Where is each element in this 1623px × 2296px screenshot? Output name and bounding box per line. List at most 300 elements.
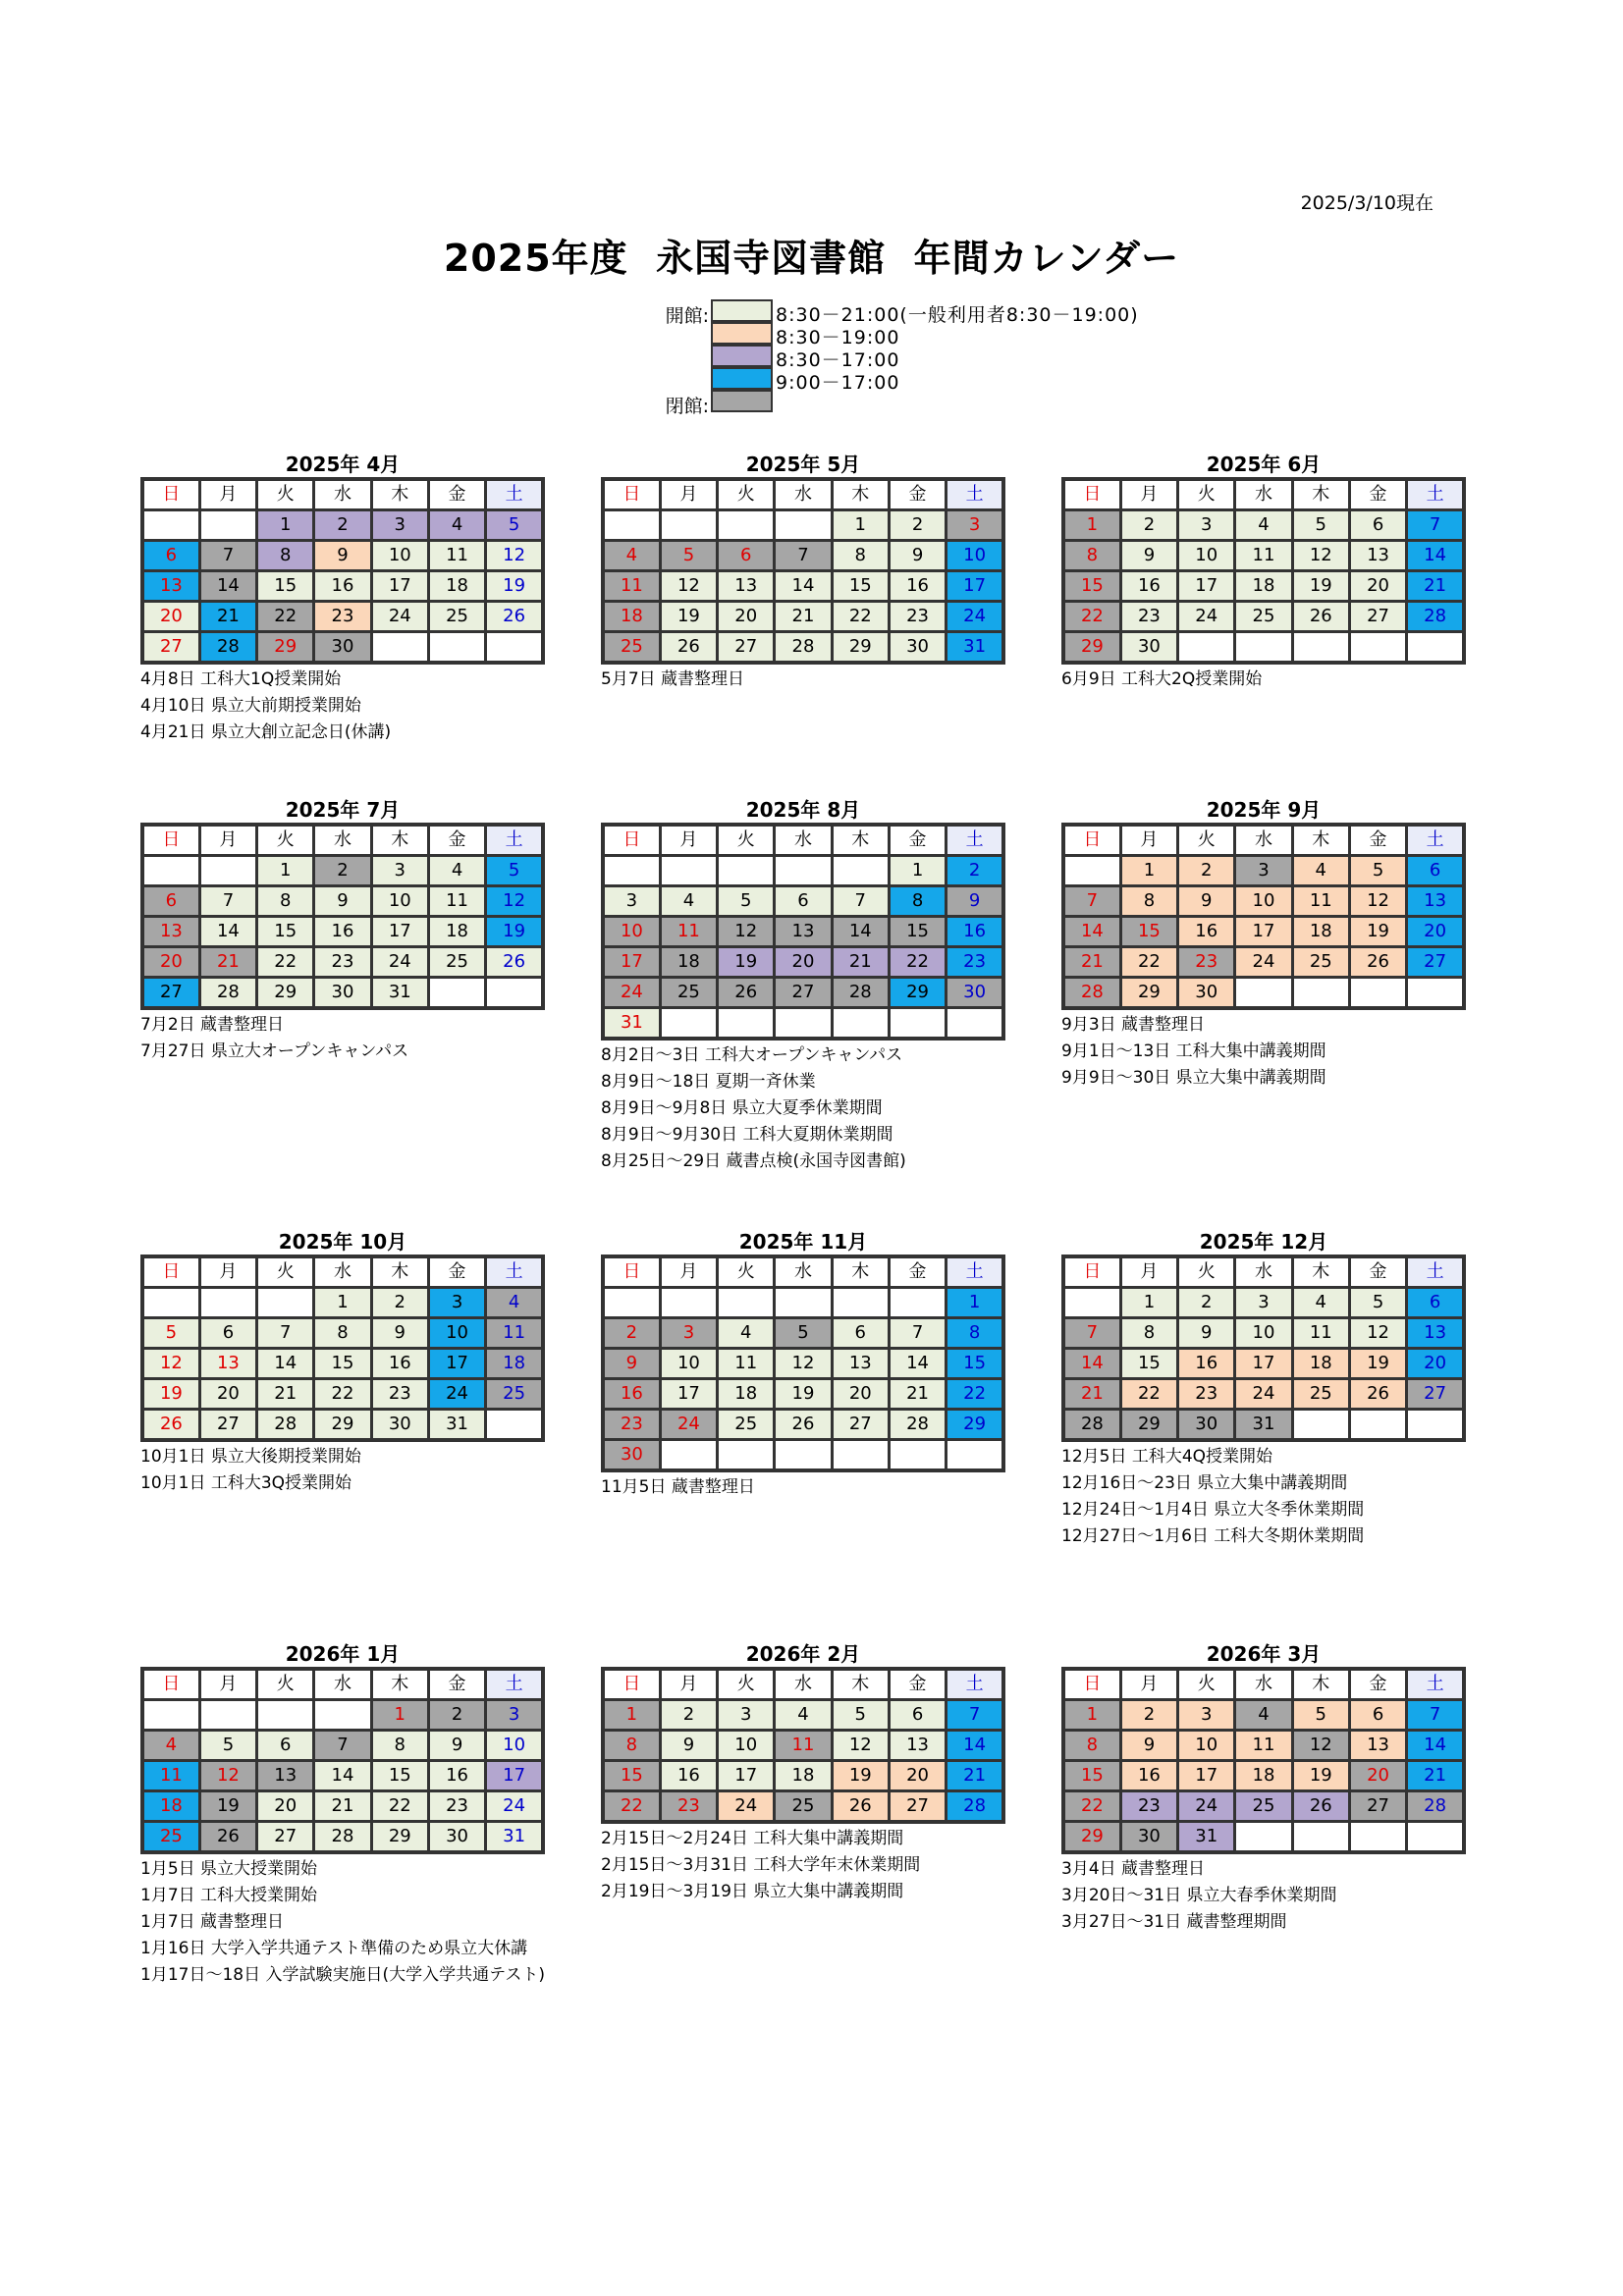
day-cell: 8 — [1120, 1318, 1177, 1349]
day-cell: 29 — [1120, 978, 1177, 1009]
day-cell: 8 — [603, 1731, 660, 1761]
day-cell: 27 — [718, 632, 775, 664]
event-note: 8月25日～29日 蔵書点検(永国寺図書館) — [601, 1151, 906, 1171]
day-cell: 1 — [314, 1288, 371, 1318]
day-cell: 16 — [889, 571, 946, 602]
day-cell: 6 — [1407, 1288, 1464, 1318]
month-calendar — [140, 1229, 545, 1497]
empty-cell — [199, 510, 256, 541]
day-cell: 12 — [1292, 541, 1349, 571]
event-note: 12月24日～1月4日 県立大冬季休業期間 — [1061, 1500, 1365, 1520]
day-cell: 4 — [142, 1731, 199, 1761]
day-cell: 20 — [718, 602, 775, 632]
day-cell: 26 — [142, 1410, 199, 1441]
weekday-header: 月 — [660, 1256, 717, 1288]
empty-cell — [775, 1440, 832, 1471]
day-cell: 8 — [1063, 1731, 1120, 1761]
day-cell: 7 — [257, 1318, 314, 1349]
day-cell: 24 — [718, 1791, 775, 1823]
weekday-header: 土 — [486, 479, 543, 510]
day-cell: 8 — [314, 1318, 371, 1349]
day-cell: 31 — [603, 1008, 660, 1040]
day-cell: 15 — [889, 917, 946, 947]
weekday-header: 木 — [371, 1256, 428, 1288]
day-cell: 2 — [371, 1288, 428, 1318]
day-cell: 24 — [486, 1791, 543, 1822]
day-cell: 2 — [428, 1700, 485, 1731]
weekday-header: 木 — [371, 1669, 428, 1700]
day-cell: 27 — [1407, 947, 1464, 978]
weekday-header: 日 — [603, 1256, 660, 1288]
day-cell: 6 — [1349, 510, 1406, 541]
day-cell: 2 — [1120, 1700, 1177, 1731]
month-title: 2025年 12月 — [1199, 1230, 1328, 1254]
weekday-header: 月 — [199, 1669, 256, 1700]
weekday-header: 日 — [142, 1669, 199, 1700]
month-notes — [601, 1474, 1005, 1501]
weekday-header: 火 — [718, 479, 775, 510]
weekday-header: 木 — [832, 1256, 889, 1288]
month-notes — [140, 1012, 545, 1065]
day-cell: 6 — [1349, 1700, 1406, 1731]
day-cell: 1 — [1063, 1700, 1120, 1731]
day-cell: 12 — [1349, 886, 1406, 917]
day-cell: 12 — [1349, 1318, 1406, 1349]
day-cell: 1 — [371, 1700, 428, 1731]
day-cell: 10 — [947, 541, 1003, 571]
day-cell: 2 — [1120, 510, 1177, 541]
weekday-header: 水 — [314, 1256, 371, 1288]
weekday-header: 月 — [1120, 479, 1177, 510]
empty-cell — [1235, 1822, 1292, 1853]
month-calendar — [601, 1229, 1005, 1501]
day-cell: 12 — [486, 886, 543, 917]
day-cell: 7 — [775, 541, 832, 571]
day-cell: 5 — [486, 510, 543, 541]
day-cell: 30 — [889, 632, 946, 664]
day-cell: 18 — [603, 602, 660, 632]
day-cell: 4 — [486, 1288, 543, 1318]
weekday-header: 土 — [1407, 479, 1464, 510]
day-cell: 28 — [257, 1410, 314, 1441]
day-cell: 12 — [1292, 1731, 1349, 1761]
day-cell: 22 — [1063, 602, 1120, 632]
day-cell: 23 — [889, 602, 946, 632]
day-cell: 21 — [775, 602, 832, 632]
day-cell: 22 — [603, 1791, 660, 1823]
day-cell: 20 — [1407, 1349, 1464, 1379]
month-title: 2025年 7月 — [285, 798, 401, 822]
day-cell: 2 — [1178, 856, 1235, 886]
day-cell: 9 — [603, 1349, 660, 1379]
empty-cell — [718, 1008, 775, 1040]
day-cell: 4 — [718, 1318, 775, 1349]
day-cell: 16 — [314, 571, 371, 602]
month-notes — [1061, 1856, 1466, 1936]
month-calendar — [601, 797, 1005, 1175]
day-cell: 14 — [199, 571, 256, 602]
day-cell: 8 — [1063, 541, 1120, 571]
day-cell: 1 — [832, 510, 889, 541]
day-cell: 12 — [142, 1349, 199, 1379]
day-cell: 1 — [1120, 1288, 1177, 1318]
day-cell: 26 — [775, 1410, 832, 1440]
day-cell: 9 — [660, 1731, 717, 1761]
day-cell: 16 — [371, 1349, 428, 1379]
day-cell: 8 — [257, 886, 314, 917]
day-cell: 28 — [314, 1822, 371, 1853]
empty-cell — [371, 632, 428, 664]
weekday-header: 水 — [314, 825, 371, 856]
empty-cell — [947, 1440, 1003, 1471]
day-cell: 6 — [832, 1318, 889, 1349]
empty-cell — [718, 1288, 775, 1318]
day-cell: 16 — [1120, 571, 1177, 602]
day-cell: 22 — [947, 1379, 1003, 1410]
event-note: 8月9日～9月30日 工科大夏期休業期間 — [601, 1125, 893, 1145]
empty-cell — [1292, 632, 1349, 664]
day-cell: 5 — [775, 1318, 832, 1349]
weekday-header: 日 — [603, 825, 660, 856]
day-cell: 3 — [1235, 856, 1292, 886]
day-cell: 24 — [1235, 947, 1292, 978]
day-cell: 9 — [889, 541, 946, 571]
day-cell: 23 — [660, 1791, 717, 1823]
day-cell: 13 — [142, 571, 199, 602]
weekday-header: 火 — [1178, 1669, 1235, 1700]
event-note: 4月10日 県立大前期授業開始 — [140, 696, 361, 716]
day-cell: 12 — [832, 1731, 889, 1761]
event-note: 5月7日 蔵書整理日 — [601, 669, 745, 689]
day-cell: 7 — [1407, 1700, 1464, 1731]
weekday-header: 火 — [257, 1256, 314, 1288]
weekday-header: 日 — [142, 1256, 199, 1288]
month-title: 2025年 4月 — [285, 453, 401, 476]
day-cell: 2 — [603, 1318, 660, 1349]
day-cell: 17 — [603, 947, 660, 978]
weekday-header: 金 — [1349, 479, 1406, 510]
day-cell: 11 — [428, 886, 485, 917]
month-title: 2025年 10月 — [278, 1230, 407, 1254]
day-cell: 1 — [889, 856, 946, 886]
empty-cell — [775, 1008, 832, 1040]
weekday-header: 木 — [832, 1669, 889, 1700]
day-cell: 28 — [832, 978, 889, 1008]
day-cell: 20 — [142, 947, 199, 978]
day-cell: 22 — [889, 947, 946, 978]
day-cell: 3 — [660, 1318, 717, 1349]
day-cell: 13 — [199, 1349, 256, 1379]
empty-cell — [660, 1008, 717, 1040]
empty-cell — [1292, 978, 1349, 1009]
day-cell: 25 — [775, 1791, 832, 1823]
day-cell: 20 — [1349, 571, 1406, 602]
day-cell: 14 — [775, 571, 832, 602]
day-cell: 30 — [603, 1440, 660, 1471]
day-cell: 27 — [257, 1822, 314, 1853]
empty-cell — [486, 978, 543, 1009]
day-cell: 19 — [1349, 1349, 1406, 1379]
day-cell: 9 — [1178, 1318, 1235, 1349]
weekday-header: 水 — [1235, 1256, 1292, 1288]
day-cell: 14 — [1407, 541, 1464, 571]
weekday-header: 木 — [1292, 1669, 1349, 1700]
day-cell: 4 — [775, 1700, 832, 1731]
event-note: 8月9日～18日 夏期一斉休業 — [601, 1072, 816, 1092]
legend-swatch — [711, 345, 773, 367]
day-cell: 6 — [889, 1700, 946, 1731]
weekday-header: 木 — [832, 825, 889, 856]
weekday-header: 土 — [947, 1256, 1003, 1288]
weekday-header: 月 — [199, 1256, 256, 1288]
empty-cell — [199, 1288, 256, 1318]
empty-cell — [1235, 978, 1292, 1009]
event-note: 8月2日～3日 工科大オープンキャンパス — [601, 1045, 903, 1065]
day-cell: 20 — [1349, 1761, 1406, 1791]
day-cell: 15 — [257, 571, 314, 602]
day-cell: 17 — [1235, 1349, 1292, 1379]
weekday-header: 月 — [1120, 1669, 1177, 1700]
day-cell: 12 — [660, 571, 717, 602]
empty-cell — [486, 1410, 543, 1441]
weekday-header: 木 — [371, 825, 428, 856]
day-cell: 22 — [1120, 947, 1177, 978]
day-cell: 23 — [1178, 1379, 1235, 1410]
empty-cell — [889, 1288, 946, 1318]
day-cell: 15 — [371, 1761, 428, 1791]
day-cell: 13 — [257, 1761, 314, 1791]
day-cell: 17 — [486, 1761, 543, 1791]
day-cell: 20 — [1407, 917, 1464, 947]
day-cell: 10 — [718, 1731, 775, 1761]
event-note: 3月27日～31日 蔵書整理期間 — [1061, 1912, 1287, 1932]
day-cell: 6 — [775, 886, 832, 917]
empty-cell — [1349, 978, 1406, 1009]
weekday-header: 月 — [660, 479, 717, 510]
weekday-header: 木 — [1292, 479, 1349, 510]
day-cell: 2 — [889, 510, 946, 541]
empty-cell — [889, 1440, 946, 1471]
legend-label: 閉館: — [665, 396, 709, 417]
day-cell: 6 — [718, 541, 775, 571]
day-cell: 18 — [1235, 571, 1292, 602]
day-cell: 11 — [603, 571, 660, 602]
empty-cell — [775, 1288, 832, 1318]
event-note: 1月7日 蔵書整理日 — [140, 1912, 285, 1932]
month-calendar — [1061, 797, 1466, 1092]
day-cell: 21 — [1407, 571, 1464, 602]
event-note: 4月8日 工科大1Q授業開始 — [140, 669, 342, 689]
day-cell: 1 — [257, 510, 314, 541]
day-cell: 5 — [1292, 510, 1349, 541]
as-of-date: 2025/3/10現在 — [1300, 192, 1434, 214]
day-cell: 1 — [1120, 856, 1177, 886]
day-cell: 27 — [142, 978, 199, 1009]
day-cell: 13 — [1349, 1731, 1406, 1761]
day-cell: 3 — [1178, 510, 1235, 541]
weekday-header: 日 — [603, 1669, 660, 1700]
weekday-header: 金 — [889, 825, 946, 856]
month-title: 2025年 5月 — [745, 453, 861, 476]
month-title: 2025年 8月 — [745, 798, 861, 822]
day-cell: 28 — [199, 978, 256, 1009]
day-cell: 22 — [257, 602, 314, 632]
day-cell: 27 — [199, 1410, 256, 1441]
day-cell: 5 — [1349, 856, 1406, 886]
day-cell: 22 — [1063, 1791, 1120, 1822]
day-cell: 15 — [314, 1349, 371, 1379]
day-cell: 4 — [603, 541, 660, 571]
day-cell: 22 — [257, 947, 314, 978]
day-cell: 24 — [1178, 1791, 1235, 1822]
day-cell: 26 — [832, 1791, 889, 1823]
day-cell: 23 — [1178, 947, 1235, 978]
day-cell: 19 — [142, 1379, 199, 1410]
day-cell: 6 — [1407, 856, 1464, 886]
day-cell: 26 — [1292, 1791, 1349, 1822]
day-cell: 18 — [1292, 917, 1349, 947]
event-note: 1月7日 工科大授業開始 — [140, 1886, 318, 1905]
empty-cell — [199, 1700, 256, 1731]
day-cell: 3 — [1235, 1288, 1292, 1318]
empty-cell — [428, 632, 485, 664]
day-cell: 8 — [947, 1318, 1003, 1349]
day-cell: 23 — [371, 1379, 428, 1410]
day-cell: 15 — [832, 571, 889, 602]
day-cell: 10 — [371, 886, 428, 917]
day-cell: 5 — [1349, 1288, 1406, 1318]
event-note: 10月1日 工科大3Q授業開始 — [140, 1473, 352, 1493]
month-calendar — [1061, 1641, 1466, 1936]
empty-cell — [486, 632, 543, 664]
day-cell: 29 — [1063, 1822, 1120, 1853]
day-cell: 23 — [1120, 602, 1177, 632]
weekday-header: 金 — [1349, 825, 1406, 856]
day-cell: 11 — [718, 1349, 775, 1379]
weekday-header: 金 — [428, 479, 485, 510]
weekday-header: 日 — [1063, 825, 1120, 856]
weekday-header: 土 — [947, 1669, 1003, 1700]
day-cell: 31 — [1178, 1822, 1235, 1853]
month-notes — [1061, 1444, 1466, 1550]
day-cell: 28 — [775, 632, 832, 664]
day-cell: 27 — [889, 1791, 946, 1823]
day-cell: 25 — [428, 602, 485, 632]
day-cell: 4 — [660, 886, 717, 917]
event-note: 11月5日 蔵書整理日 — [601, 1477, 755, 1497]
empty-cell — [775, 856, 832, 886]
empty-cell — [142, 856, 199, 886]
day-cell: 17 — [428, 1349, 485, 1379]
event-note: 6月9日 工科大2Q授業開始 — [1061, 669, 1263, 689]
day-cell: 4 — [1292, 856, 1349, 886]
day-cell: 14 — [832, 917, 889, 947]
day-cell: 25 — [1292, 947, 1349, 978]
day-cell: 15 — [257, 917, 314, 947]
month-title: 2025年 6月 — [1206, 453, 1322, 476]
weekday-header: 金 — [889, 1256, 946, 1288]
month-notes — [1061, 1012, 1466, 1092]
empty-cell — [1407, 1822, 1464, 1853]
month-calendar — [601, 452, 1005, 693]
legend-hours: 8:30－17:00 — [776, 349, 900, 371]
day-cell: 17 — [1178, 571, 1235, 602]
weekday-header: 月 — [199, 479, 256, 510]
day-cell: 10 — [1178, 541, 1235, 571]
day-cell: 18 — [428, 571, 485, 602]
empty-cell — [660, 856, 717, 886]
day-cell: 19 — [1349, 917, 1406, 947]
day-cell: 9 — [1120, 541, 1177, 571]
month-notes — [1061, 667, 1466, 693]
day-cell: 5 — [718, 886, 775, 917]
day-cell: 22 — [371, 1791, 428, 1822]
day-cell: 24 — [603, 978, 660, 1008]
day-cell: 13 — [889, 1731, 946, 1761]
weekday-header: 土 — [486, 825, 543, 856]
empty-cell — [603, 856, 660, 886]
day-cell: 13 — [1349, 541, 1406, 571]
day-cell: 27 — [1349, 1791, 1406, 1822]
day-cell: 22 — [1120, 1379, 1177, 1410]
weekday-header: 金 — [1349, 1256, 1406, 1288]
month-notes — [601, 1042, 1005, 1175]
day-cell: 2 — [1178, 1288, 1235, 1318]
day-cell: 16 — [947, 917, 1003, 947]
day-cell: 3 — [371, 510, 428, 541]
event-note: 2月15日～3月31日 工科大学年末休業期間 — [601, 1855, 921, 1875]
day-cell: 16 — [1178, 917, 1235, 947]
day-cell: 8 — [371, 1731, 428, 1761]
day-cell: 27 — [1407, 1379, 1464, 1410]
day-cell: 21 — [832, 947, 889, 978]
weekday-header: 金 — [889, 1669, 946, 1700]
day-cell: 29 — [257, 978, 314, 1009]
day-cell: 3 — [371, 856, 428, 886]
month-notes — [140, 667, 545, 746]
month-calendar — [1061, 1229, 1466, 1550]
day-cell: 9 — [947, 886, 1003, 917]
day-cell: 30 — [314, 978, 371, 1009]
day-cell: 19 — [718, 947, 775, 978]
day-cell: 7 — [1407, 510, 1464, 541]
day-cell: 28 — [1407, 1791, 1464, 1822]
day-cell: 22 — [314, 1379, 371, 1410]
calendar-grid — [601, 477, 1005, 665]
day-cell: 24 — [660, 1410, 717, 1440]
legend-hours: 8:30－21:00(一般利用者8:30－19:00) — [776, 304, 1139, 326]
day-cell: 3 — [603, 886, 660, 917]
day-cell: 12 — [199, 1761, 256, 1791]
day-cell: 21 — [889, 1379, 946, 1410]
empty-cell — [718, 856, 775, 886]
day-cell: 31 — [428, 1410, 485, 1441]
day-cell: 15 — [947, 1349, 1003, 1379]
day-cell: 8 — [889, 886, 946, 917]
day-cell: 21 — [947, 1761, 1003, 1791]
day-cell: 13 — [142, 917, 199, 947]
weekday-header: 水 — [775, 479, 832, 510]
weekday-header: 日 — [142, 479, 199, 510]
weekday-header: 土 — [947, 825, 1003, 856]
weekday-header: 月 — [660, 825, 717, 856]
empty-cell — [832, 1288, 889, 1318]
day-cell: 24 — [371, 602, 428, 632]
event-note: 10月1日 県立大後期授業開始 — [140, 1447, 361, 1467]
month-calendar — [140, 452, 545, 746]
day-cell: 30 — [371, 1410, 428, 1441]
empty-cell — [775, 510, 832, 541]
